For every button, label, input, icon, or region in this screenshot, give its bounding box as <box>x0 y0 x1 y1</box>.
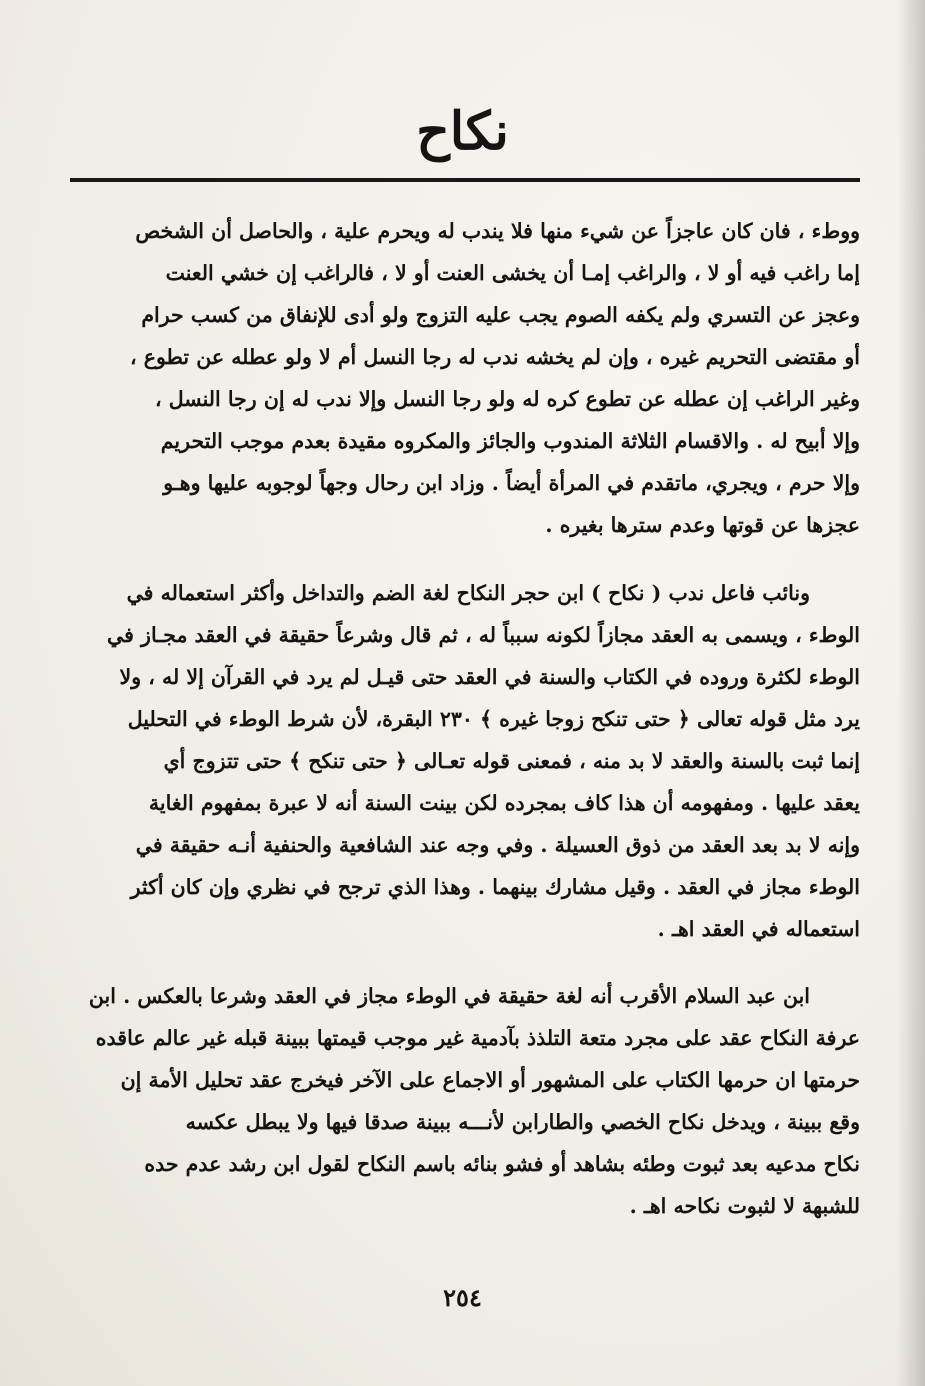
text-line: وإلا حرم ، ويجري، ماتقدم في المرأة أيضاً . وزاد ابن رحال وجهاً لوجوبه عليها وهـو <box>163 471 860 495</box>
text-line: حرمتها ان حرمها الكتاب على المشهور أو الاجماع على الآخر فيخرج عقد تحليل الأمة إن <box>120 1068 860 1092</box>
text-line: الوطء ، ويسمى به العقد مجازاً لكونه سبباً له ، ثم قال وشرعاً حقيقة في العقد مجـاز في <box>107 623 860 647</box>
text-line: ووطء ، فان كان عاجزاً عن شيء منها فلا يندب له ويحرم علية ، والحاصل أن الشخص <box>135 219 860 243</box>
paragraph-3 <box>70 975 860 1227</box>
text-line: إنما ثبت بالسنة والعقد لا بد منه ، فمعنى قوله تعـالى ﴿ حتى تنكح ﴾ حتى تتزوج أي <box>163 749 860 773</box>
text-line: إما راغب فيه أو لا ، والراغب إمـا أن يخشى العنت أو لا ، فالراغب إن خشي العنت <box>165 261 860 285</box>
page-edge-shadow <box>897 0 925 1386</box>
text-line: ابن عبد السلام الأقرب أنه لغة حقيقة في الوطء مجاز في العقد وشرعا بالعكس . ابن <box>88 984 810 1008</box>
text-line: يعقد عليها . ومفهومه أن هذا كاف بمجرده لكن بينت السنة أنه لا عبرة بمفهوم الغاية <box>148 791 860 815</box>
text-line: عرفة النكاح عقد على مجرد متعة التلذذ بآدمية غير موجب قيمتها ببينة قبله غير عالم عاقده <box>95 1026 860 1050</box>
text-line: ونائب فاعل ندب ( نكاح ) ابن حجر النكاح لغة الضم والتداخل وأكثر استعماله في <box>126 581 810 605</box>
text-line: عجزها عن قوتها وعدم سترها بغيره . <box>545 513 860 537</box>
text-line: الوطء مجاز في العقد . وقيل مشارك بينهما . وهذا الذي ترجح في نظري وإن كان أكثر <box>130 875 860 899</box>
text-line: للشبهة لا لثبوت نكاحه اهـ . <box>629 1194 860 1218</box>
text-line: وإلا أبيح له . والاقسام الثلاثة المندوب والجائز والمكروه مقيدة بعدم موجب التحريم <box>160 429 860 453</box>
header-rule <box>70 178 860 182</box>
text-line: نكاح مدعيه بعد ثبوت وطئه بشاهد أو فشو بنائه باسم النكاح لقول ابن رشد عدم حده <box>144 1152 860 1176</box>
paragraph-2 <box>70 572 860 950</box>
page-number: ٢٥٤ <box>443 1283 482 1312</box>
text-line: استعماله في العقد اهـ . <box>657 917 860 941</box>
text-line: أو مقتضى التحريم غيره ، وإن لم يخشه ندب له رجا النسل أم لا ولو عطله عن تطوع ، <box>129 345 860 369</box>
text-line: وقع ببينة ، ويدخل نكاح الخصي والطارابن لأنـــه ببينة صدقا فيها ولا يبطل عكسه <box>185 1110 860 1134</box>
text-line: الوطء لكثرة وروده في الكتاب والسنة في العقد حتى قيـل لم يرد في القرآن إلا له ، ولا <box>119 665 860 689</box>
text-line: وإنه لا بد بعد العقد من ذوق العسيلة . وفي وجه عند الشافعية والحنفية أنـه حقيقة في <box>135 833 860 857</box>
text-line: يرد مثل قوله تعالى ﴿ حتى تنكح زوجا غيره ﴾ ٢٣٠ البقرة، لأن شرط الوطء في التحليل <box>127 707 860 731</box>
page-title: نكاح <box>416 101 509 162</box>
text-line: وعجز عن التسري ولم يكفه الصوم يجب عليه التزوج ولو أدى للإنفاق من كسب حرام <box>141 303 860 327</box>
text-line: وغير الراغب إن عطله عن تطوع كره له ولو رجا النسل وإلا ندب له إن رجا النسل ، <box>155 387 860 411</box>
paragraph-1 <box>70 210 860 546</box>
